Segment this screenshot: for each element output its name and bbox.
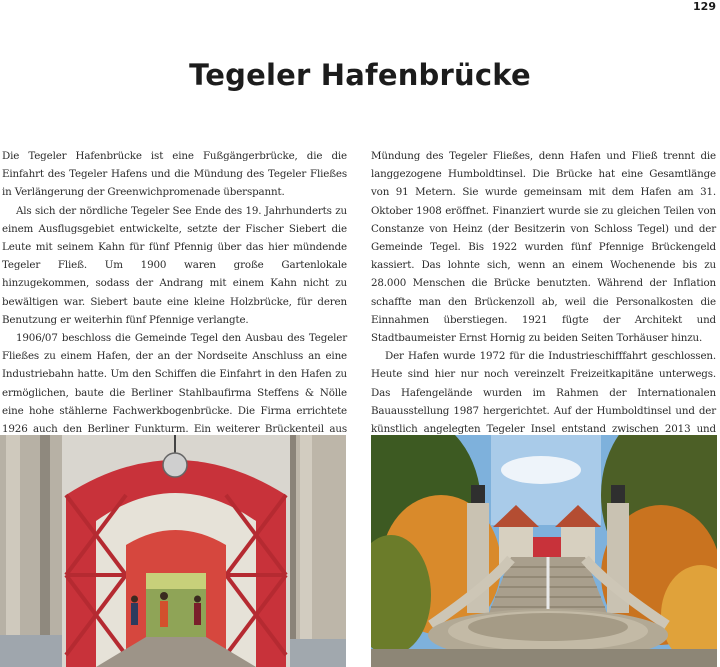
page-number: 129 <box>693 0 716 13</box>
article-title: Tegeler Hafenbrücke <box>189 58 531 92</box>
paragraph: 1906/07 beschloss die Gemeinde Tegel den Ausbau des Tegeler Fließes zu einem Hafen, der an der Nordseite Anschluss an eine Industriebahn hatte. Um den Schiffen die Einfahrt in den Hafen zu ermöglichen, baute die Berliner Stahlbaufirma Steffens & Nölle eine hohe stählerne Fachwerkbogenbrücke. Die Firma errichtete 1926 auch den Berliner Funkturm. Ein weiterer Brückenteil aus <box>2 332 347 436</box>
red-bridge-illustration <box>0 435 346 667</box>
bridge-photo <box>0 435 346 667</box>
gatehouse-photo <box>371 435 717 667</box>
gatehouse-illustration <box>371 435 717 667</box>
paragraph: Mündung des Tegeler Fließes, denn Hafen und Fließ trennt die langgezogene Humboldtinsel. Die Brücke hat eine Gesamtlänge von 91 Metern. Sie wurde gemeinsam mit dem Hafen am 31. Oktober 1908 eröffnet. Finanziert wurde sie zu gleichen Teilen von Constanze von Heinz (der Besitzerin von Schloss Tegel) und der Gemeinde Tegel. Bis 1922 wurden fünf Pfennige Brückengeld kassiert. Das lohnte sich, wenn an einem Wochenende bis zu 28.000 Menschen die Brücke benutzten. Während der Inflation schaffte man den Brückenzoll ab, weil die Personalkosten die Einnahmen überstiegen. 1921 fügte der Architekt und Stadtbaumeister Ernst Hornig zu beiden Seiten Torhäuser hinzu. <box>371 150 716 345</box>
left-text-column <box>2 147 347 456</box>
paragraph: Die Tegeler Hafenbrücke ist eine Fußgängerbrücke, die die Einfahrt des Tegeler Hafens und die Mündung des Tegeler Fließes in Verlängerung der Greenwichpromenade überspannt. <box>2 150 347 199</box>
right-text-column <box>371 147 716 456</box>
paragraph: Der Hafen wurde 1972 für die Industrieschifffahrt geschlossen. Heute sind hier nur noch vereinzelt Freizeitkapitäne unterwegs. Das Hafengelände wurden im Rahmen der Internationalen Bauausstellung 1987 hergerichtet. Auf der Humboldtinsel und der künstlich angelegten Tegeler Insel entstand zwischen 2013 und <box>371 350 716 436</box>
paragraph: Als sich der nördliche Tegeler See Ende des 19. Jahrhunderts zu einem Ausflugsgebiet entwickelte, setzte der Fischer Siebert die Leute mit seinem Kahn für fünf Pfennig über das hier mündende Tegeler Fließ. Um 1900 waren große Gartenlokale hinzugekommen, sodass der Andrang mit einem Kahn nicht zu bewältigen war. Siebert baute eine kleine Holzbrücke, für deren Benutzung er weiterhin fünf Pfennige verlangte. <box>2 204 347 326</box>
